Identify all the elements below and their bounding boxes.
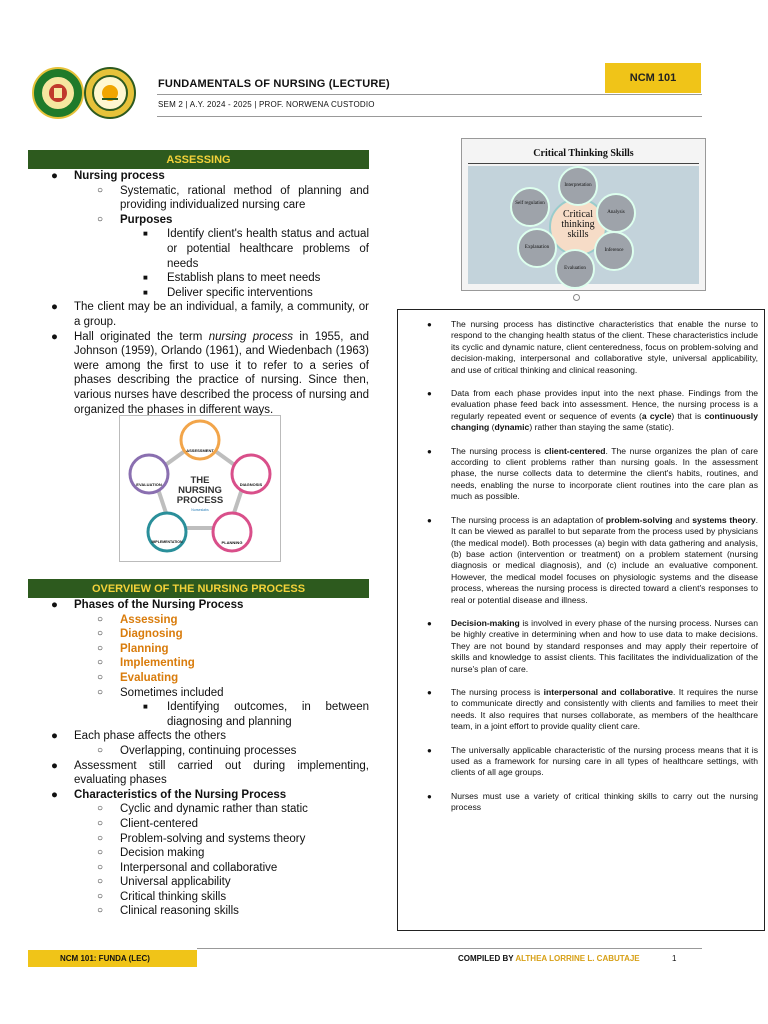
box-paragraph: ● Nurses must use a variety of critical thinking skills to carry out the nursing process (427, 790, 758, 813)
ct-title: Critical Thinking Skills (533, 148, 634, 159)
course-tag: NCM 101 (605, 63, 701, 93)
phase-item: ○ Diagnosing (97, 628, 183, 641)
header-divider-bottom (157, 116, 702, 117)
characteristics-box (397, 309, 765, 931)
ct-node-self-regulation: Self regulation (515, 201, 545, 206)
phase-item: ○ Planning (97, 642, 169, 655)
phase-item: ○ Implementing (97, 657, 195, 670)
list-item: ● Hall originated the term nursing process in 1955, and Johnson (1959), Orlando (1961), and Wiedenbach (1963) were among the first to use it to refer to a series of phases describing the practice of nursing. Since then, various nurses have described the process of nursing and organized the phases in different ways. (51, 330, 369, 416)
box-paragraph: ● The nursing process has distinctive characteristics that enable the nurse to respond to the changing health status of the client. These characteristics include its cyclic and dynamic nature, client centeredness, focus on problem-solving and decision-making, interpersonal and collaborative style, universal applicability, and use of critical thinking and clinical reasoning. (427, 319, 758, 375)
characteristic-item: ○ Cyclic and dynamic rather than static (97, 803, 308, 816)
cycle-node-planning: PLANNING (221, 540, 243, 545)
list-item: ● The client may be an individual, a family, a community, or a group. (51, 301, 369, 328)
critical-thinking-diagram (461, 138, 706, 291)
characteristic-item: ○ Decision making (97, 847, 205, 860)
characteristic-item: ○ Clinical reasoning skills (97, 905, 239, 918)
box-paragraph: ● The nursing process is client-centered. The nurse organizes the plan of care according to client problems rather than nursing goals. In the assessment phase, the nurse collects data to determine the client's habits, routines, and needs, enabling the nurse to incorporate client routines into the care plan as much as possible. (427, 445, 758, 502)
list-item: ● Nursing process (51, 170, 165, 182)
cycle-title: THE NURSING PROCESS (176, 475, 224, 506)
phase-item: ○ Evaluating (97, 671, 179, 684)
characteristic-item: ○ Critical thinking skills (97, 890, 227, 903)
list-item: ● Characteristics of the Nursing Process (51, 788, 287, 801)
footer-author: ALTHEA LORRINE L. CABUTAJE (515, 954, 640, 963)
list-item: ○ Overlapping, continuing processes (97, 744, 297, 757)
box-paragraph: ● The universally applicable characteristic of the nursing process means that it is used as a framework for nursing care in all types of healthcare settings, with clients of all age groups. (427, 744, 758, 778)
cycle-credit: Nurseslabs (191, 508, 209, 512)
document-subtitle: SEM 2 | A.Y. 2024 - 2025 | PROF. NORWENA CUSTODIO (158, 100, 375, 109)
ct-node-evaluation: Evaluation (564, 266, 586, 271)
list-item: ■ Deliver specific interventions (143, 286, 313, 299)
list-item: ○ Systematic, rational method of planning and providing individualized nursing care (97, 184, 369, 212)
overview-heading: OVERVIEW OF THE NURSING PROCESS (28, 579, 369, 598)
assessing-heading: ASSESSING (28, 150, 369, 169)
caption-marker (573, 294, 580, 301)
box-paragraph: ● The nursing process is interpersonal and collaborative. It requires the nurse to communicate directly and consistently with clients and families to meet their needs. It also requires that nurses collaborate, as members of the healthcare team, in a joint effort to provide quality client care. (427, 686, 759, 732)
ct-node-interpretation: Interpretation (564, 183, 592, 188)
cycle-node-diagnosis: DIAGNOSIS (239, 482, 263, 487)
cycle-node-implementation: IMPLEMENTATION (151, 540, 183, 544)
university-seal-logo (32, 67, 84, 119)
characteristic-item: ○ Problem-solving and systems theory (97, 832, 306, 845)
footer-divider (197, 948, 702, 949)
list-item: ● Phases of the Nursing Process (51, 599, 244, 611)
page-number: 1 (672, 954, 677, 963)
list-item: ○ Purposes (97, 213, 173, 226)
box-paragraph: ● The nursing process is an adaptation of problem-solving and systems theory. It can be viewed as parallel to but separate from the process used by physicians (the medical model). Both processes (a) begin with data gathering and analysis, (b) base action (intervention or treatment) on a problem statement (nursing diagnosis or medical diagnosis), and (c) include an evaluative component. However, the medical model focuses on physiologic systems and the disease process, whereas the nursing process is directed toward a client's responses to real or potential disease and illness. (427, 514, 758, 605)
cycle-node-evaluation: EVALUATION (136, 482, 162, 487)
footer-compiled: COMPILED BY ALTHEA LORRINE L. CABUTAJE (458, 954, 640, 963)
ct-center-label: Critical thinking skills (561, 209, 595, 240)
characteristic-item: ○ Client-centered (97, 817, 198, 830)
ct-node-explanation: Explanation (524, 245, 550, 250)
list-item: ■ Establish plans to meet needs (143, 272, 321, 285)
characteristic-item: ○ Interpersonal and collaborative (97, 861, 278, 874)
ct-node-analysis: Analysis (607, 210, 625, 215)
list-item: ● Assessment still carried out during implementing, evaluating phases (51, 759, 369, 787)
document-title: FUNDAMENTALS OF NURSING (LECTURE) (158, 78, 390, 90)
list-item: ■ Identifying outcomes, in between diagnosing and planning (143, 701, 369, 728)
header-divider (157, 94, 702, 95)
list-item: ● Each phase affects the others (51, 730, 226, 743)
box-paragraph: ● Data from each phase provides input into the next phase. Findings from the evaluation phase feed back into assessment. Hence, the nursing process is a regularly repeated event or sequence of events (a cycle) that is continuously changing (dynamic) rather than staying the same (static). (427, 388, 758, 433)
phase-item: ○ Assessing (97, 613, 178, 626)
college-seal-logo (84, 67, 136, 119)
list-item: ○ Sometimes included (97, 686, 224, 699)
list-item: ■ Identify client's health status and actual or potential healthcare problems of needs (143, 228, 369, 270)
nursing-process-diagram (119, 415, 281, 562)
ct-node-inference: Inference (604, 248, 624, 253)
characteristic-item: ○ Universal applicability (97, 876, 231, 889)
footer-course-tag: NCM 101: FUNDA (LEC) (28, 950, 197, 967)
assessing-list (28, 169, 369, 417)
overview-list (28, 598, 369, 919)
box-paragraph: ● Decision-making is involved in every phase of the nursing process. Nurses can be highly creative in determining when and how to use data to make decisions. They are not bound by standard responses and may apply their repertoire of skills and knowledge to assist clients. This facilitates the individualization of the nurse's plan of care. (427, 617, 758, 674)
cycle-node-assessment: ASSESSMENT (186, 448, 214, 453)
